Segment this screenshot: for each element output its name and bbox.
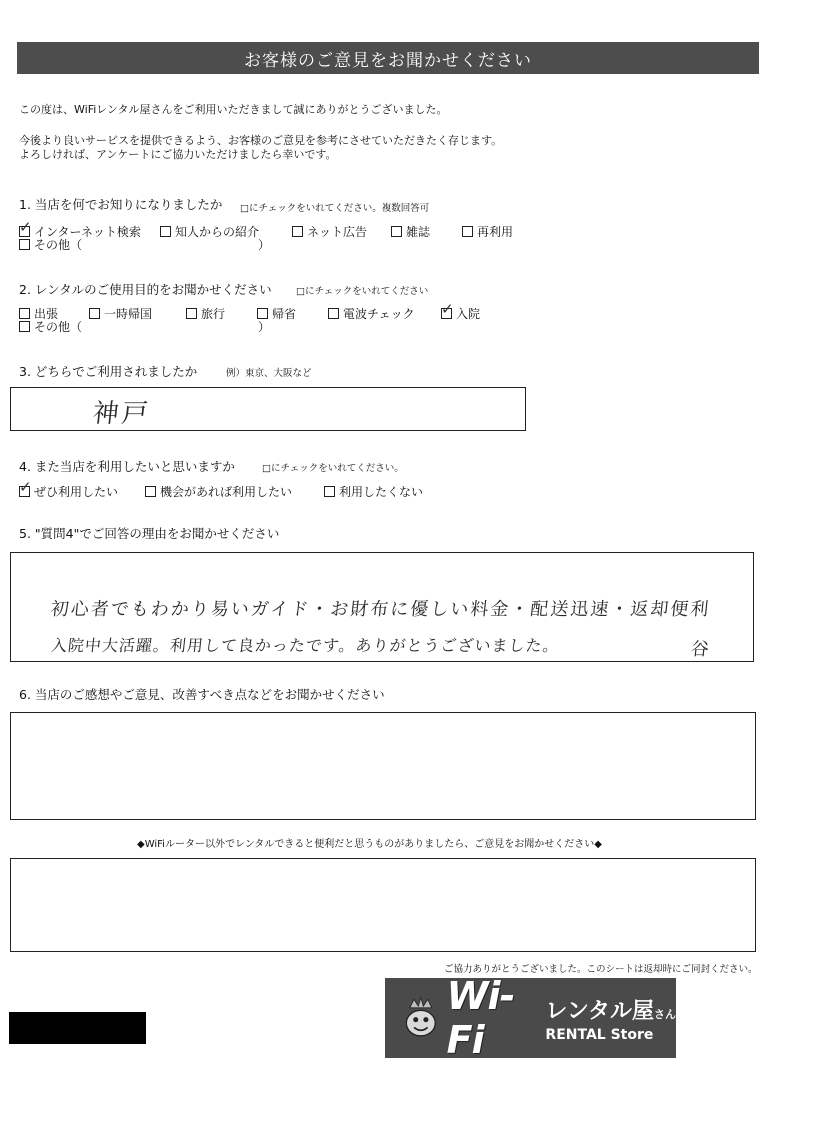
option-label: その他（ [34, 238, 83, 252]
q3-title: 3. どちらでご利用されましたか [19, 364, 198, 379]
checkbox[interactable] [89, 308, 100, 319]
q3-answer-text: 神戸 [91, 399, 153, 429]
footer-thanks: ご協力ありがとうございました。このシートは返却時にご同封ください。 [444, 964, 758, 975]
extra-question-title: ◆WiFiルーター以外でレンタルできると便利だと思うものがありましたら、ご意見をお聞かせください◆ [137, 839, 602, 850]
option-label: 帰省 [272, 307, 297, 321]
logo-jp-main: レンタル屋 [545, 998, 654, 1024]
check-mark-icon: ✓ [19, 478, 32, 496]
q6-title: 6. 当店のご感想やご意見、改善すべき点などをお聞かせください [19, 687, 385, 702]
page-title: お客様のご意見をお聞かせください [17, 42, 759, 74]
q2-note: □にチェックをいれてください [296, 286, 429, 297]
option-label: その他（ [34, 320, 83, 334]
option-label: ネット広告 [307, 225, 368, 239]
option-label: 機会があれば利用したい [160, 485, 293, 499]
checkbox-checked[interactable] [19, 478, 32, 497]
q1-other-close-paren: ） [258, 238, 271, 252]
checkbox-checked[interactable] [441, 300, 454, 319]
logo-wifi-text: Wi-Fi [446, 974, 515, 1062]
checkbox[interactable] [19, 239, 30, 250]
check-mark-icon: ✓ [19, 218, 32, 236]
q5-answer-line-1: 初心者でもわかり易いガイド・お財布に優しい料金・配送迅速・返却便利 [49, 599, 712, 620]
checkbox[interactable] [391, 226, 402, 237]
q1-option-magazine[interactable] [391, 223, 430, 240]
q5-title: 5. "質問4"でご回答の理由をお聞かせください [19, 526, 280, 541]
q5-signature-mark: 谷 [689, 639, 713, 660]
checkbox[interactable] [160, 226, 171, 237]
logo-english-text: RENTAL Store [545, 1026, 654, 1043]
option-label: 電波チェック [343, 307, 415, 321]
check-mark-icon: ✓ [441, 300, 454, 318]
option-label: 再利用 [477, 225, 514, 239]
q2-option-homecoming[interactable] [89, 305, 152, 322]
q4-option-definitely[interactable] [19, 478, 119, 500]
logo-jp-small: さん [654, 1007, 676, 1021]
q2-option-signal-check[interactable] [328, 305, 415, 322]
q4-note: □にチェックをいれてください。 [262, 463, 404, 474]
checkbox[interactable] [462, 226, 473, 237]
checkbox[interactable] [328, 308, 339, 319]
q1-option-net-ad[interactable] [292, 223, 367, 240]
option-label: インターネット検索 [34, 225, 141, 239]
q3-note: 例）東京、大阪など [226, 368, 312, 379]
option-label: 利用したくない [339, 485, 424, 499]
q2-option-travel[interactable] [186, 305, 225, 322]
q6-answer-box[interactable] [10, 712, 756, 820]
mascot-icon [403, 992, 439, 1044]
intro-line-3: よろしければ、アンケートにご協力いただけましたら幸いです。 [19, 148, 337, 161]
brand-logo [385, 974, 676, 1062]
redacted-block [9, 1012, 146, 1044]
q1-option-reuse[interactable] [462, 223, 513, 240]
q1-option-referral[interactable] [160, 223, 259, 240]
q1-note: □にチェックをいれてください。複数回答可 [240, 203, 430, 214]
q3-answer-box[interactable] [10, 387, 526, 431]
option-label: 知人からの紹介 [175, 225, 260, 239]
checkbox[interactable] [186, 308, 197, 319]
q4-option-if-chance[interactable] [145, 483, 292, 500]
q2-option-other[interactable] [19, 318, 82, 335]
q2-title: 2. レンタルのご使用目的をお聞かせください [19, 282, 272, 297]
option-label: 旅行 [201, 307, 226, 321]
option-label: 入院 [456, 307, 481, 321]
checkbox[interactable] [145, 486, 156, 497]
q1-option-other[interactable] [19, 236, 82, 253]
q4-option-no[interactable] [324, 483, 423, 500]
option-label: 出張 [34, 307, 59, 321]
q2-other-close-paren: ） [258, 320, 271, 334]
q1-title: 1. 当店を何でお知りになりましたか [19, 197, 223, 212]
intro-line-2: 今後より良いサービスを提供できるよう、お客様のご意見を参考にさせていただきたく存じます。 [19, 134, 503, 147]
checkbox[interactable] [292, 226, 303, 237]
q5-answer-box[interactable] [10, 552, 754, 662]
intro-line-1: この度は、WiFiレンタル屋さんをご利用いただきまして誠にありがとうございました。 [19, 103, 448, 116]
checkbox[interactable] [19, 321, 30, 332]
q2-option-hospital[interactable] [441, 300, 481, 322]
q4-title: 4. また当店を利用したいと思いますか [19, 459, 235, 474]
checkbox[interactable] [324, 486, 335, 497]
option-label: 雑誌 [406, 225, 431, 239]
q5-answer-line-2: 入院中大活躍。利用して良かったです。ありがとうございました。 [49, 636, 561, 655]
logo-japanese-text [545, 994, 676, 1025]
option-label: ぜひ利用したい [34, 485, 119, 499]
option-label: 一時帰国 [104, 307, 153, 321]
extra-answer-box[interactable] [10, 858, 756, 952]
